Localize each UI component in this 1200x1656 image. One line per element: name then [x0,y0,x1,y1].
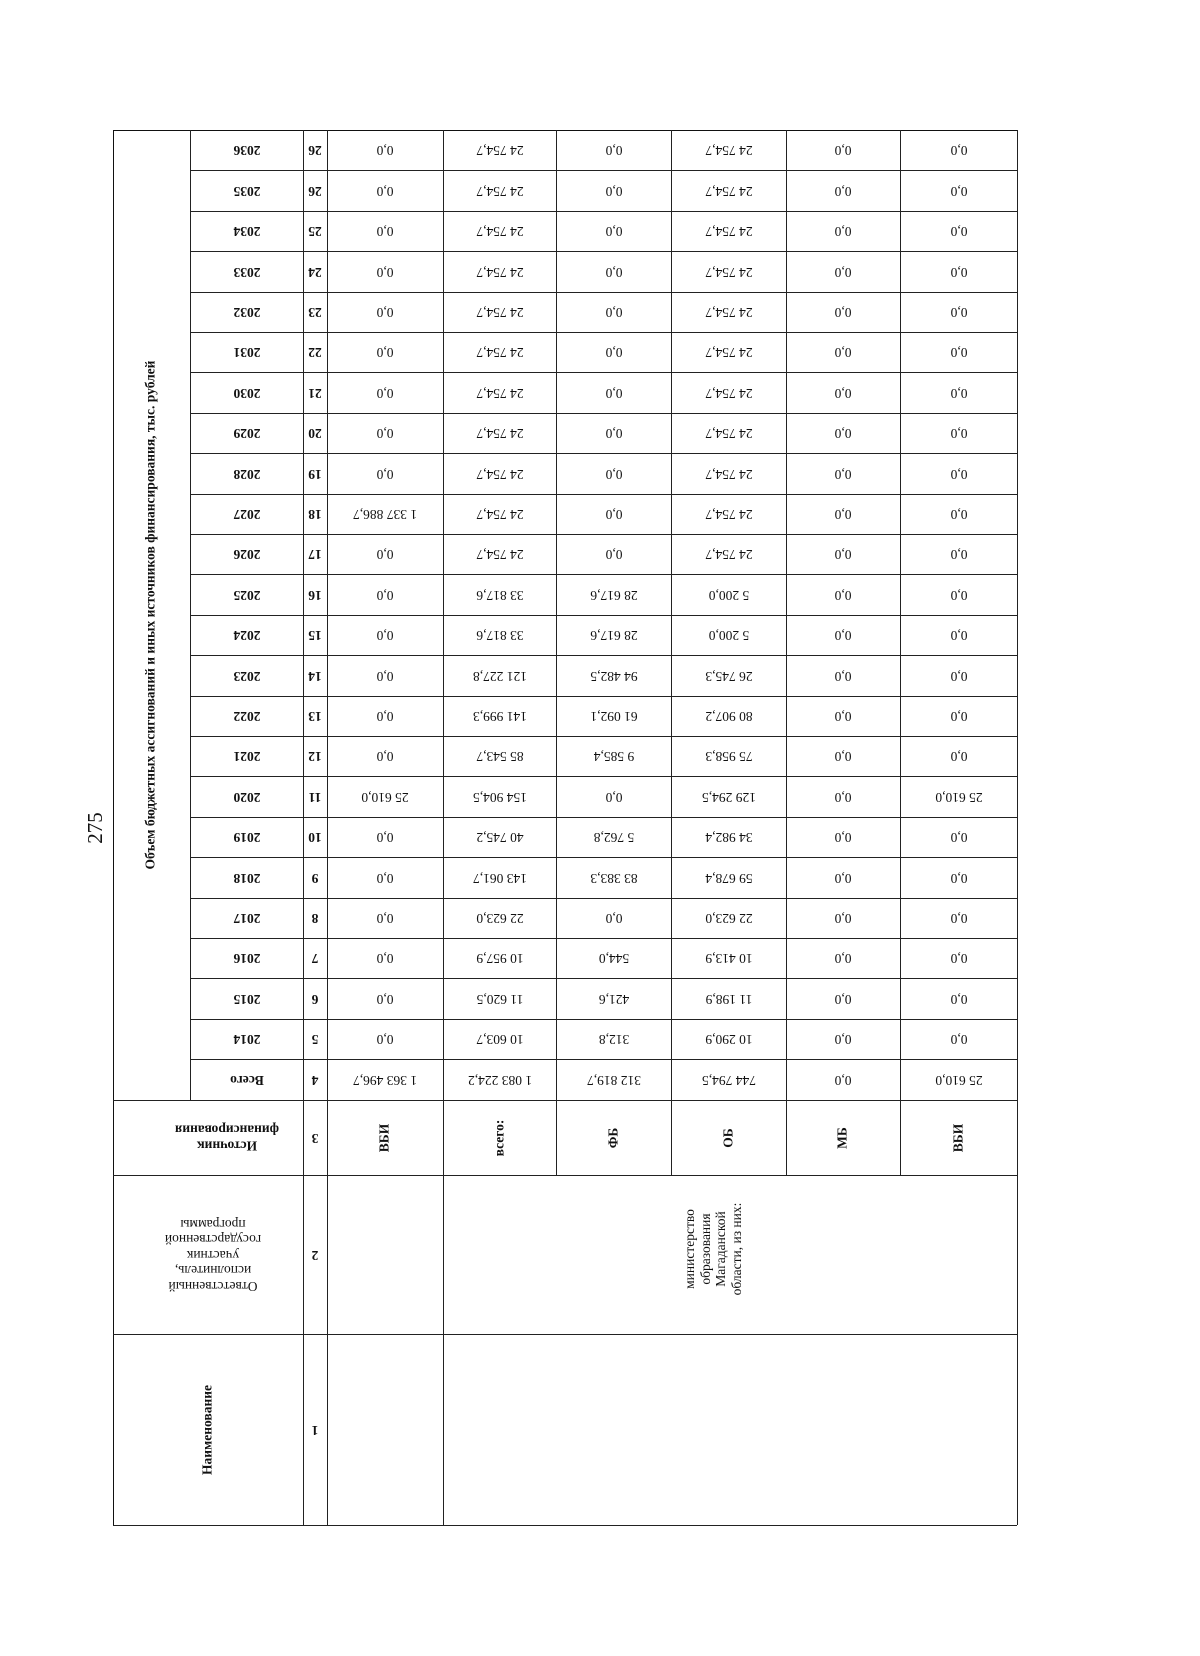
table-cell: 0,0 [834,870,852,886]
table-cell: 0,0 [376,344,394,360]
table-rule [671,130,672,1175]
table-cell: 24 754,7 [475,425,524,441]
table-cell: 0,0 [950,668,967,684]
table-cell: 0,0 [834,546,852,562]
table-cell: 0,0 [950,748,967,764]
table-cell: 22 623,0 [704,910,753,926]
table-cell: 24 754,7 [704,425,753,441]
table-cell: 0,0 [834,425,852,441]
table-cell: 24 754,7 [704,385,753,401]
table-cell: 121 227,8 [472,668,527,684]
table-cell: 24 754,7 [475,223,524,239]
column-number: 13 [308,708,322,724]
table-cell: 0,0 [376,829,394,845]
table-cell: 0,0 [376,183,394,199]
table-cell: 0,0 [834,991,852,1007]
column-number: 9 [311,870,319,886]
table-cell: 11 198,9 [705,991,752,1007]
column-number: 23 [308,304,322,320]
table-cell: 59 678,4 [704,870,753,886]
table-cell: 0,0 [376,223,394,239]
year-header: 2026 [233,546,260,562]
table-cell: 0,0 [376,748,394,764]
source-cell: всего: [491,1119,507,1156]
table-cell: 0,0 [950,870,967,886]
table-cell: 0,0 [834,587,852,603]
table-cell: 0,0 [376,627,394,643]
source-cell: ФБ [605,1127,621,1148]
table-cell: 0,0 [950,546,967,562]
table-cell: 24 754,7 [475,142,524,158]
year-header: 2018 [233,870,260,886]
year-header: 2027 [233,506,260,522]
table-cell: 0,0 [376,142,394,158]
table-cell: 0,0 [376,466,394,482]
table-cell: 0,0 [950,1031,967,1047]
table-cell: 0,0 [834,1031,852,1047]
table-cell: 0,0 [376,304,394,320]
table-cell: 0,0 [605,223,622,239]
table-cell: 0,0 [950,304,967,320]
table-cell: 0,0 [950,587,967,603]
year-header: 2034 [233,223,260,239]
table-cell: 0,0 [950,506,967,522]
table-rule [190,453,1017,454]
table-rule [303,130,304,1525]
table-cell: 0,0 [605,264,622,280]
table-cell: 24 754,7 [704,546,753,562]
column-number: 1 [311,1422,319,1438]
table-cell: 0,0 [376,385,394,401]
table-rule [113,130,114,1525]
table-rule [190,332,1017,333]
year-header: 2028 [233,466,260,482]
table-cell: 28 617,6 [589,587,638,603]
column-number: 2 [311,1247,319,1263]
table-rule [190,817,1017,818]
table-cell: 24 754,7 [704,142,753,158]
column-number: 10 [308,829,322,845]
table-cell: 25 610,0 [361,789,409,805]
table-cell: 0,0 [376,708,394,724]
year-header: 2031 [233,344,260,360]
table-rule [113,1525,1017,1526]
table-cell: 0,0 [376,910,394,926]
table-cell: 0,0 [605,142,622,158]
table-rule [190,413,1017,414]
year-header: 2035 [233,183,260,199]
year-header: 2025 [233,587,260,603]
table-cell: 28 617,6 [589,627,638,643]
table-cell: 25 610,0 [934,1072,983,1088]
source-cell: ОБ [720,1127,736,1148]
year-header: Всего [229,1072,264,1088]
table-rule [443,1175,444,1525]
column-number: 17 [308,546,322,562]
table-rule [190,130,191,1100]
table-cell: 0,0 [834,1072,852,1088]
table-rule [113,130,1017,131]
table-cell: 0,0 [834,708,852,724]
column-number: 15 [308,627,322,643]
page-number: 275 [83,812,107,844]
year-header: 2015 [233,991,260,1007]
table-cell: 312,8 [598,1031,629,1047]
table-cell: 61 092,1 [589,708,638,724]
table-cell: 129 294,5 [701,789,756,805]
year-header: 2030 [233,385,260,401]
table-cell: 0,0 [376,991,394,1007]
table-cell: 0,0 [950,385,967,401]
year-header: 2036 [233,142,260,158]
table-cell: 0,0 [605,546,622,562]
table-cell: 24 754,7 [475,506,524,522]
table-cell: 0,0 [950,183,967,199]
table-cell: 0,0 [950,708,967,724]
table-rule [190,776,1017,777]
table-rule [190,1059,1017,1060]
table-cell: 0,0 [834,466,852,482]
year-header: 2032 [233,304,260,320]
table-cell: 0,0 [376,668,394,684]
table-cell: 1 363 496,7 [352,1072,418,1088]
table-cell: 10 413,9 [704,950,753,966]
table-cell: 24 754,7 [475,466,524,482]
table-rule [1017,130,1018,1525]
table-rule [190,211,1017,212]
source-cell: ВБИ [376,1123,392,1152]
table-cell: 1 337 886,7 [352,506,418,522]
year-header: 2020 [233,789,260,805]
table-cell: 24 754,7 [475,344,524,360]
table-cell: 0,0 [950,264,967,280]
executor-header: Ответственный исполнитель, участник государственной программы [164,1216,262,1294]
table-cell: 141 999,3 [472,708,527,724]
column-number: 4 [311,1072,319,1088]
table-rule [190,696,1017,697]
table-cell: 0,0 [834,385,852,401]
table-cell: 0,0 [834,950,852,966]
table-cell: 5 762,8 [593,829,634,845]
table-rule [190,938,1017,939]
table-cell: 0,0 [605,789,622,805]
table-cell: 34 982,4 [704,829,753,845]
table-cell: 5 200,0 [708,627,749,643]
table-cell: 0,0 [376,587,394,603]
table-rule [190,655,1017,656]
table-rule [190,494,1017,495]
year-header: 2024 [233,627,260,643]
table-cell: 26 745,3 [704,668,753,684]
year-header: 2023 [233,668,260,684]
table-cell: 24 754,7 [704,304,753,320]
table-cell: 0,0 [834,344,852,360]
table-cell: 0,0 [950,344,967,360]
table-cell: 0,0 [834,668,852,684]
table-cell: 24 754,7 [475,546,524,562]
year-header: 2019 [233,829,260,845]
table-cell: 0,0 [376,950,394,966]
table-cell: 10 603,7 [475,1031,524,1047]
table-cell: 0,0 [950,991,967,1007]
column-number: 16 [308,587,322,603]
table-cell: 11 620,5 [476,991,523,1007]
table-cell: 24 754,7 [704,223,753,239]
table-cell: 10 957,9 [475,950,524,966]
year-header: 2017 [233,910,260,926]
year-header: 2021 [233,748,260,764]
table-cell: 0,0 [605,304,622,320]
year-header: 2029 [233,425,260,441]
column-number: 24 [308,264,322,280]
table-cell: 0,0 [950,910,967,926]
column-number: 11 [308,789,322,805]
table-cell: 0,0 [834,264,852,280]
column-number: 20 [308,425,322,441]
table-rule [190,615,1017,616]
table-rule [113,1175,1017,1176]
source-header: Источник финансирования [174,1122,279,1154]
table-rule [113,1334,1017,1335]
volume-header: Объем бюджетных ассигнований и иных источников финансирования, тыс. рублей [142,360,158,870]
table-cell: 312 819,7 [586,1072,641,1088]
table-rule [190,251,1017,252]
table-rule [786,130,787,1175]
table-cell: 0,0 [605,506,622,522]
table-cell: 0,0 [834,829,852,845]
table-cell: 0,0 [950,950,967,966]
table-cell: 83 383,3 [589,870,638,886]
table-cell: 0,0 [950,627,967,643]
table-rule [443,130,444,1175]
table-cell: 0,0 [834,627,852,643]
table-cell: 33 817,6 [475,627,524,643]
column-number: 5 [311,1031,319,1047]
table-cell: 0,0 [834,223,852,239]
table-cell: 0,0 [376,425,394,441]
table-cell: 0,0 [950,425,967,441]
column-number: 3 [311,1130,319,1146]
table-rule [113,1100,1017,1101]
table-rule [190,1019,1017,1020]
table-cell: 0,0 [834,183,852,199]
table-cell: 75 958,3 [704,748,753,764]
column-number: 6 [311,991,319,1007]
year-header: 2014 [233,1031,260,1047]
table-cell: 0,0 [834,789,852,805]
table-rule [900,130,901,1175]
source-cell: МБ [834,1126,850,1149]
table-cell: 0,0 [950,829,967,845]
year-header: 2033 [233,264,260,280]
table-cell: 1 083 224,2 [467,1072,532,1088]
column-number: 26 [308,142,322,158]
table-rule [190,574,1017,575]
table-cell: 0,0 [376,264,394,280]
table-cell: 24 754,7 [704,183,753,199]
table-cell: 24 754,7 [475,183,524,199]
table-cell: 40 745,2 [475,829,524,845]
table-cell: 80 907,2 [704,708,753,724]
table-cell: 0,0 [834,304,852,320]
column-number: 26 [308,183,322,199]
table-cell: 10 290,9 [704,1031,753,1047]
column-number: 21 [308,385,322,401]
table-cell: 0,0 [605,910,622,926]
table-rule [190,898,1017,899]
executor-cell: министерство образования Магаданской области, из них: [681,1202,744,1295]
table-cell: 0,0 [605,183,622,199]
table-rule [556,130,557,1175]
table-cell: 25 610,0 [934,789,983,805]
column-number: 19 [308,466,322,482]
table-cell: 85 543,7 [475,748,524,764]
column-number: 8 [311,910,319,926]
table-cell: 0,0 [834,748,852,764]
table-cell: 0,0 [950,466,967,482]
table-cell: 5 200,0 [708,587,749,603]
table-cell: 0,0 [605,466,622,482]
table-cell: 24 754,7 [475,385,524,401]
column-number: 7 [311,950,319,966]
table-cell: 33 817,6 [475,587,524,603]
table-cell: 94 482,5 [589,668,638,684]
table-rule [190,292,1017,293]
table-rule [190,978,1017,979]
table-cell: 24 754,7 [704,344,753,360]
table-rule [190,534,1017,535]
table-cell: 0,0 [376,1031,394,1047]
table-cell: 0,0 [950,142,967,158]
table-cell: 744 794,5 [701,1072,756,1088]
table-cell: 24 754,7 [704,466,753,482]
table-cell: 0,0 [605,385,622,401]
column-number: 12 [308,748,322,764]
column-number: 14 [308,668,322,684]
table-cell: 22 623,0 [475,910,524,926]
table-rule [190,736,1017,737]
table-cell: 24 754,7 [704,506,753,522]
table-rule [190,170,1017,171]
table-cell: 0,0 [834,506,852,522]
table-cell: 24 754,7 [475,304,524,320]
table-rule [190,372,1017,373]
table-cell: 544,0 [598,950,629,966]
table-rule [190,857,1017,858]
table-cell: 0,0 [950,223,967,239]
source-cell: ВБИ [950,1123,966,1152]
table-cell: 24 754,7 [704,264,753,280]
year-header: 2016 [233,950,260,966]
table-cell: 154 904,5 [472,789,527,805]
year-header: 2022 [233,708,260,724]
table-cell: 0,0 [834,142,852,158]
name-header: Наименование [199,1384,215,1475]
table-cell: 0,0 [834,910,852,926]
column-number: 18 [308,506,322,522]
table-cell: 9 585,4 [593,748,634,764]
column-number: 22 [308,344,322,360]
table-cell: 0,0 [605,344,622,360]
table-cell: 143 061,7 [472,870,527,886]
table-cell: 421,6 [598,991,629,1007]
table-cell: 24 754,7 [475,264,524,280]
table-cell: 0,0 [376,546,394,562]
table-cell: 0,0 [376,870,394,886]
table-rule [327,130,328,1525]
column-number: 25 [308,223,322,239]
table-cell: 0,0 [605,425,622,441]
